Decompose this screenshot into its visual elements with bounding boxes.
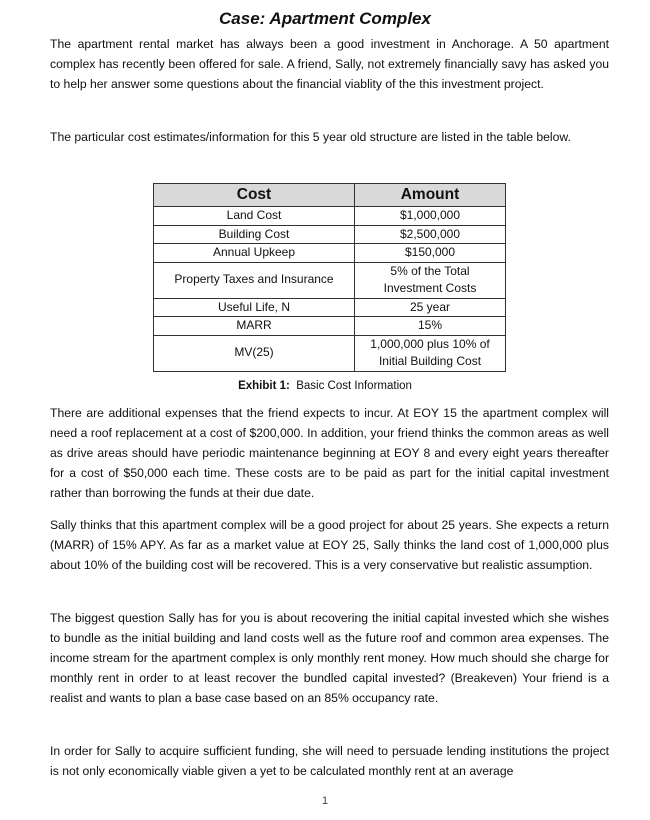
document-title: Case: Apartment Complex xyxy=(219,9,431,28)
caption-label: Exhibit 1: xyxy=(238,380,290,392)
cell-label: Land Cost xyxy=(154,207,355,226)
cell-value: $150,000 xyxy=(355,244,506,263)
breakeven-paragraph: The biggest question Sally has for you is about recovering the initial capital invested which she wishes to bundle as the initial building and land costs well as the future roof and common area expenses. The income stream for the apartment complex is only monthly rent money. How much should she charge for monthly rent in order to at least recover the bundled capital invested? (Breakeven) Your friend is a realist and wants to plan a base case based on an 85% occupancy rate. xyxy=(50,611,609,705)
cell-value: 25 year xyxy=(355,298,506,317)
table-row xyxy=(154,207,506,226)
cell-value: 5% of the Total Investment Costs xyxy=(355,262,506,298)
cell-label: MV(25) xyxy=(154,335,355,371)
intro-paragraph: The apartment rental market has always been a good investment in Anchorage. A 50 apartment complex has recently been offered for sale. A friend, Sally, not extremely financially savy has asked you to help her answer some questions about the financial viablity of the this investment project. xyxy=(50,37,609,91)
project-life-paragraph: Sally thinks that this apartment complex will be a good project for about 25 years. She expects a return (MARR) of 15% APY. As far as a market value at EOY 25, Sally thinks the land cost of 1,000,000 plus about 10% of the building cost will be recovered. This is a very conservative but realistic assumption. xyxy=(50,518,609,572)
table-row xyxy=(154,262,506,298)
table-row xyxy=(154,225,506,244)
table-row xyxy=(154,317,506,336)
cell-value: 15% xyxy=(355,317,506,336)
cell-value: 1,000,000 plus 10% of Initial Building Cost xyxy=(355,335,506,371)
page-number: 1 xyxy=(321,795,329,807)
table-row xyxy=(154,244,506,263)
header-amount: Amount xyxy=(355,184,506,207)
table-header-row xyxy=(154,184,506,207)
additional-expenses-paragraph: There are additional expenses that the friend expects to incur. At EOY 15 the apartment complex will need a roof replacement at a cost of $200,000. In addition, your friend thinks the common areas as well as drive areas should have periodic maintenance beginning at EOY 8 and every eight years thereafter for a cost of $50,000 each time. These costs are to be paid as part for the initial capital investment rather than borrowing the funds at their due date. xyxy=(50,406,609,500)
cell-label: Property Taxes and Insurance xyxy=(154,262,355,298)
funding-paragraph: In order for Sally to acquire sufficient funding, she will need to persuade lending institutions the project is not only economically viable given a yet to be calculated monthly rent at an average xyxy=(50,744,609,778)
table-row xyxy=(154,335,506,371)
header-cost: Cost xyxy=(154,184,355,207)
table-row xyxy=(154,298,506,317)
cell-value: $1,000,000 xyxy=(355,207,506,226)
table-intro-paragraph: The particular cost estimates/information for this 5 year old structure are listed in the table below. xyxy=(50,130,571,144)
cost-table xyxy=(153,183,506,372)
cell-label: Useful Life, N xyxy=(154,298,355,317)
caption-text: Basic Cost Information xyxy=(289,380,412,392)
cell-label: Annual Upkeep xyxy=(154,244,355,263)
cell-label: Building Cost xyxy=(154,225,355,244)
cell-label: MARR xyxy=(154,317,355,336)
cell-value: $2,500,000 xyxy=(355,225,506,244)
exhibit-caption xyxy=(0,380,650,392)
